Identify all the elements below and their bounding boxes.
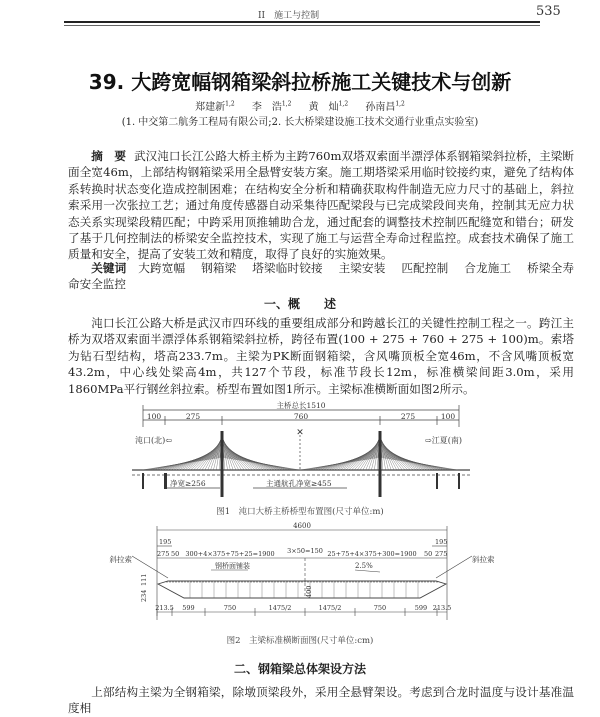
dim-label: 3×50=150 — [287, 547, 323, 555]
dim-label: 275 — [157, 550, 170, 558]
north-direction-label: 沌口(北)⇦ — [135, 436, 172, 445]
author: 郑建新$^{1,2}$ — [195, 100, 235, 113]
header-rule — [64, 21, 540, 23]
abstract-text: 武汉沌口长江公路大桥主桥为主跨760m双塔双索面半漂浮体系钢箱梁斜拉桥，主梁断面全宽46m，上部结构钢箱梁采用全悬臂安装方案。施工期塔梁采用临时铰接约束，避免了结构体系转换时状态变化造成控制困难；在结构安全分析和精确获取构件制造无应力尺寸的基础上，斜拉索采用一次张拉工艺；通过角度传感器自动采集待匹配梁段与已完成梁段间夹角，控制其无应力状态关系实现梁段精匹配；中跨采用顶推辅助合龙，通过配套的调整技术控制匹配缝宽和错台；研发了基于几何控制法的桥梁安全监控技术，实现了施工与运营全寿命过程监控。成套技术确保了施工质量和安全，提高了安装工效和精度，取得了良好的实施效果。 — [68, 149, 574, 262]
author-list — [0, 98, 600, 113]
total-length-label: 主桥总长1510 — [276, 401, 326, 410]
body-paragraph: 上部结构主梁为全钢箱梁，除墩顶梁段外，采用全悬臂架设。考虑到合龙时温度与设计基准温度相 — [68, 685, 574, 716]
section-heading: 二、钢箱梁总体架设方法 — [233, 662, 366, 676]
dim-label: 195 — [435, 538, 448, 546]
stay-cable — [142, 457, 222, 470]
author: 孙南昌$^{1,2}$ — [365, 100, 405, 113]
keyword: 匹配控制 — [401, 261, 449, 275]
bottom-dim-label: 213.5 — [432, 604, 452, 612]
dim-label: 50 — [171, 550, 180, 558]
figure-1-bridge-elevation — [0, 395, 600, 520]
keyword: 合龙施工 — [464, 261, 512, 275]
figure-2-caption: 图2 主梁标准横断面图(尺寸单位:cm) — [226, 636, 374, 646]
dim-label: 25+75+4×375+300=1900 — [327, 550, 417, 558]
dim-label: 50 — [424, 550, 433, 558]
stay-cable — [303, 456, 380, 470]
stay-cable — [145, 456, 222, 470]
slope-label: 2.5% — [355, 562, 373, 570]
keywords-label: 关键词 — [91, 261, 127, 275]
affiliation: (1. 中交第二航务工程局有限公司;2. 长大桥梁建设施工技术交通行业重点实验室) — [121, 117, 479, 128]
header-rule-thin — [64, 25, 540, 26]
figure-2-cross-section — [0, 522, 600, 632]
body-paragraph: 沌口长江公路大桥是武汉市四环线的重要组成部分和跨越长江的关键性控制工程之一。跨江主桥为双塔双索面半漂浮体系钢箱梁斜拉桥，跨径布置(100 + 275 + 760 + 275 + 100)m。索塔为钻石型结构，塔高233.7m。主梁为PK断面钢箱梁，含风嘴顶板全宽46m，不含风嘴顶板宽43.2m，中心线处梁高4m，共127个节段，标准节段长12m，标准横梁间距3.0m，采用1860MPa平行钢丝斜拉索。桥型布置如图1所示。主梁标准横断面如图2所示。 — [68, 316, 574, 396]
author: 黄 灿$^{1,2}$ — [308, 100, 349, 113]
keyword: 主梁安装 — [338, 261, 386, 275]
running-header-section: II 施工与控制 — [258, 11, 320, 21]
keyword: 桥梁全寿命安全监控 — [68, 261, 574, 292]
deck-paving-label: 钢桥面铺装 — [215, 562, 250, 570]
bottom-dim-label: 750 — [373, 604, 387, 612]
abstract — [68, 148, 574, 263]
span-label: 760 — [293, 412, 309, 421]
keyword: 塔梁临时铰接 — [252, 261, 323, 275]
bottom-dim-label: 750 — [223, 604, 237, 612]
span-label: 100 — [440, 412, 456, 421]
stay-cable — [222, 457, 300, 470]
total-width-label: 4600 — [293, 522, 311, 530]
author: 李 浩$^{1,2}$ — [251, 100, 292, 113]
dim-label: 275 — [435, 550, 448, 558]
bottom-dim-label: 599 — [414, 604, 428, 612]
main-clearance-label: 主通航孔净宽≥455 — [266, 479, 332, 488]
cable-label: 斜拉索 — [472, 555, 495, 564]
height-label: 111 — [140, 573, 148, 586]
abstract-label: 摘 要 — [91, 149, 127, 163]
dim-label: 300+4×375+75+25=1900 — [185, 550, 275, 558]
bottom-dim-label: 1475/2 — [318, 604, 342, 612]
cable-label: 斜拉索 — [109, 555, 132, 564]
span-label: 275 — [185, 412, 201, 421]
section-heading: 一、概 述 — [263, 297, 336, 311]
keyword: 大跨宽幅 — [138, 261, 186, 275]
page-number: 535 — [536, 4, 561, 19]
stay-cable — [380, 457, 458, 470]
bottom-dim-label: 213.5 — [155, 604, 174, 612]
south-direction-label: ⇨江夏(南) — [425, 436, 462, 445]
navigation-mark-icon: ✕ — [296, 428, 304, 438]
figure-1-caption: 图1 沌口大桥主桥桥型布置图(尺寸单位:m) — [216, 507, 384, 517]
stay-cable — [300, 457, 380, 470]
keywords — [68, 260, 574, 293]
keyword: 钢箱梁 — [201, 261, 237, 275]
span-label: 275 — [400, 412, 416, 421]
height-label: 400 — [305, 585, 313, 598]
paper-title: 39. 大跨宽幅钢箱梁斜拉桥施工关键技术与创新 — [88, 70, 512, 94]
bottom-dim-label: 1475/2 — [268, 604, 292, 612]
side-clearance-label: 净宽≥256 — [170, 479, 206, 488]
dim-label: 195 — [159, 538, 172, 546]
height-label: 234 — [140, 589, 148, 602]
bottom-dim-label: 599 — [182, 604, 195, 612]
span-label: 100 — [146, 412, 162, 421]
